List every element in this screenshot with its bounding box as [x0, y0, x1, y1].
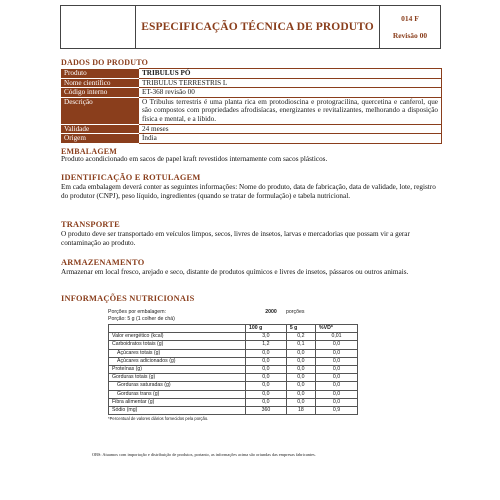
value-vd: 0,01	[316, 333, 358, 341]
table-row	[61, 78, 442, 88]
column-header: 5 g	[286, 325, 315, 333]
header-box	[60, 5, 441, 49]
product-table	[61, 68, 442, 144]
table-row	[61, 88, 442, 98]
servings-label: Porções por embalagem:	[108, 309, 166, 315]
nutrition-header-row	[109, 325, 358, 333]
value-100g: 0,0	[246, 357, 287, 365]
row-label: Validade	[61, 124, 139, 134]
value-portion: 18	[286, 407, 315, 415]
value-vd: 0,9	[316, 407, 358, 415]
nutrition-row	[109, 398, 358, 406]
nutrient-name: Valor energético (kcal)	[109, 333, 246, 341]
value-100g: 0,0	[246, 398, 287, 406]
row-value: O Tribulus terrestris é uma planta rica em protodioscina e protogracilina, quercetina e canferol, que são compostos com propriedades afrodisíacas, energizantes e revitalizantes, melhorando a disposição física e mental, e a libido.	[139, 97, 442, 124]
row-label: Nome científico	[61, 78, 139, 88]
nutrient-name: Açúcares totais (g)	[109, 349, 246, 357]
row-value: 24 meses	[139, 124, 442, 134]
nutrition-footnote: *Percentual de valores diários fornecidos pela porção.	[108, 416, 209, 422]
row-label: Descrição	[61, 97, 139, 124]
value-vd: 0,0	[316, 382, 358, 390]
table-row	[61, 97, 442, 124]
embalagem-text: Produto acondicionado em sacos de papel kraft revestidos internamente com sacos plásticos.	[61, 155, 328, 163]
nutrition-row	[109, 407, 358, 415]
row-label: Origem	[61, 134, 139, 144]
document-code: 014 F	[401, 14, 419, 23]
serving-info	[108, 309, 390, 322]
row-label: Produto	[61, 69, 139, 79]
nutrient-name: Fibra alimentar (g)	[109, 398, 246, 406]
transporte-text: O produto deve ser transportado em veículos limpos, secos, livres de insetos, larvas e mercadorias que possam vir a gerar contaminação ao produto.	[61, 230, 410, 248]
table-row	[61, 134, 442, 144]
value-100g: 0,0	[246, 382, 287, 390]
value-portion: 0,1	[286, 341, 315, 349]
value-portion: 0,0	[286, 349, 315, 357]
value-vd: 0,0	[316, 374, 358, 382]
section-title-nutricional: INFORMAÇÕES NUTRICIONAIS	[61, 294, 195, 303]
header-blank	[109, 325, 246, 333]
column-header: 100 g	[246, 325, 287, 333]
nutrient-name: Açúcares adicionados (g)	[109, 357, 246, 365]
nutrition-row	[109, 382, 358, 390]
armazenamento-text: Armazenar em local fresco, arejado e seco, distante de produtos químicos e livres de insetos, pássaros ou outros animais.	[61, 268, 409, 276]
observation-note: OBS: Atuamos com importação e distribuição de produtos, portanto, as informações acima são oriundas das empresas fabricantes.	[92, 452, 316, 457]
table-row	[61, 124, 442, 134]
table-row	[61, 69, 442, 79]
section-title-armazenamento: ARMAZENAMENTO	[61, 258, 145, 267]
value-portion: 0,0	[286, 374, 315, 382]
row-label: Código interno	[61, 88, 139, 98]
nutrition-row	[109, 374, 358, 382]
servings-value: 2000	[265, 309, 277, 315]
value-portion: 0,0	[286, 382, 315, 390]
column-header: %VD*	[316, 325, 358, 333]
row-value: TRIBULUS PÓ	[139, 69, 442, 79]
value-vd: 0,0	[316, 341, 358, 349]
nutrition-block	[108, 309, 390, 421]
value-100g: 1,2	[246, 341, 287, 349]
row-value: Índia	[139, 134, 442, 144]
nutrition-row	[109, 366, 358, 374]
value-100g: 3,0	[246, 333, 287, 341]
section-title-transporte: TRANSPORTE	[61, 220, 120, 229]
nutrition-row	[109, 341, 358, 349]
section-title-identificacao: IDENTIFICAÇÃO E ROTULAGEM	[61, 173, 201, 182]
portion-label: Porção: 5 g (1 colher de chá)	[108, 315, 175, 322]
document-revision: Revisão 00	[392, 31, 428, 40]
nutrition-row	[109, 349, 358, 357]
value-100g: 0,0	[246, 390, 287, 398]
row-value: TRIBULUS TERRESTRIS L	[139, 78, 442, 88]
document-title: ESPECIFICAÇÃO TÉCNICA DE PRODUTO	[136, 6, 380, 48]
value-vd: 0,0	[316, 349, 358, 357]
identificacao-text: Em cada embalagem deverá conter as seguintes informações: Nome do produto, data de fabricação, data de validade, lote, registro do produtor (CNPJ), peso líquido, ingredientes (quando se tratar de formulação) e tabela nutricional.	[61, 183, 436, 201]
section-title-dados: DADOS DO PRODUTO	[61, 58, 149, 67]
value-portion: 0,0	[286, 357, 315, 365]
nutrition-table	[108, 324, 358, 415]
value-vd: 0,0	[316, 366, 358, 374]
section-title-embalagem: EMBALAGEM	[61, 147, 118, 156]
value-100g: 360	[246, 407, 287, 415]
document-code-box	[380, 6, 440, 48]
value-100g: 0,0	[246, 366, 287, 374]
nutrient-name: Gorduras trans (g)	[109, 390, 246, 398]
value-portion: 0,0	[286, 366, 315, 374]
logo-area	[61, 6, 136, 48]
row-value: ET-368 revisão 00	[139, 88, 442, 98]
value-portion: 0,0	[286, 398, 315, 406]
nutrient-name: Sódio (mg)	[109, 407, 246, 415]
value-vd: 0,0	[316, 357, 358, 365]
value-vd: 0,0	[316, 398, 358, 406]
nutrition-row	[109, 357, 358, 365]
nutrient-name: Gorduras saturadas (g)	[109, 382, 246, 390]
nutrition-row	[109, 390, 358, 398]
servings-unit: porções	[286, 309, 305, 315]
value-portion: 0,2	[286, 333, 315, 341]
value-portion: 0,0	[286, 390, 315, 398]
value-100g: 0,0	[246, 374, 287, 382]
value-vd: 0,0	[316, 390, 358, 398]
nutrition-row	[109, 333, 358, 341]
nutrient-name: Gorduras totais (g)	[109, 374, 246, 382]
value-100g: 0,0	[246, 349, 287, 357]
nutrient-name: Carboidratos totais (g)	[109, 341, 246, 349]
nutrient-name: Proteínas (g)	[109, 366, 246, 374]
